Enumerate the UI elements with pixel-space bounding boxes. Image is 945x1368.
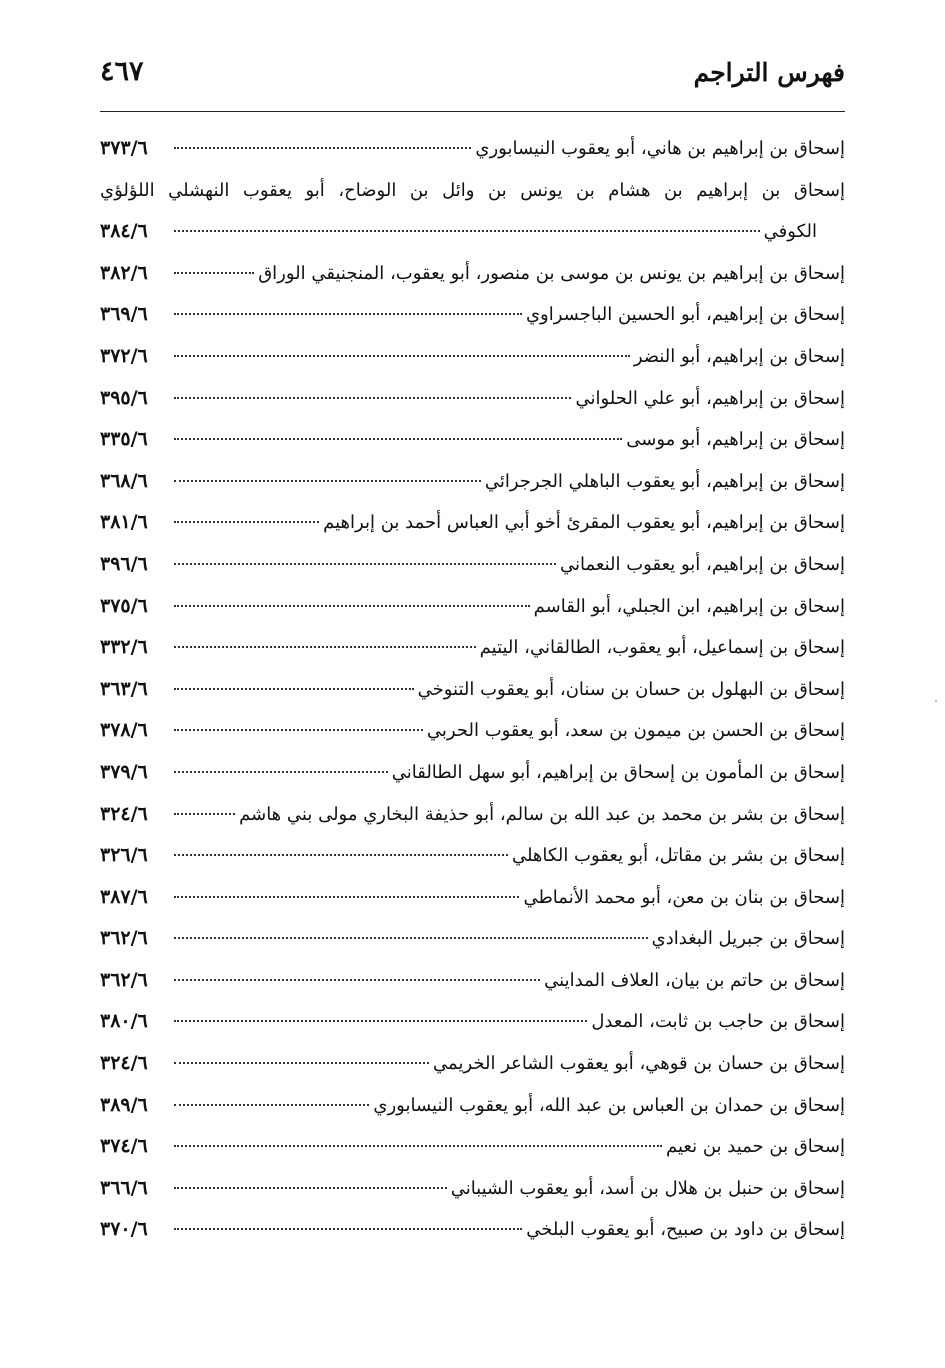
entry-reference: ٣٨١/٦ <box>100 511 148 534</box>
entry-reference: ٣٧٠/٦ <box>100 1218 148 1241</box>
entry-reference: ٣٨٤/٦ <box>100 220 148 243</box>
dot-leader <box>174 1020 587 1022</box>
dot-leader <box>174 521 319 523</box>
index-entry <box>100 794 845 836</box>
index-entry <box>100 170 845 212</box>
index-entry <box>100 461 845 503</box>
running-title: فهرس التراجم <box>693 58 845 87</box>
dot-leader <box>174 272 254 274</box>
entry-reference: ٣٦٢/٦ <box>100 968 148 991</box>
entry-name: إسحاق بن إبراهيم بن هشام بن يونس بن وائل بن الوضاح، أبو يعقوب النهشلي اللؤلؤي <box>100 179 845 201</box>
entry-name: إسحاق بن بشر بن محمد بن عبد الله بن سالم، أبو حذيفة البخاري مولى بني هاشم <box>239 803 845 825</box>
index-entry <box>100 1168 845 1210</box>
dot-leader <box>174 230 760 232</box>
index-entry <box>100 336 845 378</box>
dot-leader <box>174 605 530 607</box>
entry-reference: ٣٩٥/٦ <box>100 386 148 409</box>
index-entry <box>100 544 845 586</box>
entry-name: إسحاق بن الحسن بن ميمون بن سعد، أبو يعقوب الحربي <box>426 720 845 742</box>
entry-name: إسحاق بن جبريل البغدادي <box>651 928 845 950</box>
dot-leader <box>174 438 622 440</box>
dot-leader <box>174 1145 662 1147</box>
index-entry <box>100 669 845 711</box>
dot-leader <box>174 937 648 939</box>
entry-reference: ٣٨٩/٦ <box>100 1093 148 1116</box>
entry-reference: ٣٣٢/٦ <box>100 636 148 659</box>
dot-leader <box>174 355 630 357</box>
index-entry <box>100 1043 845 1085</box>
entry-name: إسحاق بن إسماعيل، أبو يعقوب، الطالقاني، اليتيم <box>479 637 845 659</box>
entry-name: إسحاق بن المأمون بن إسحاق بن إبراهيم، أبو سهل الطالقاني <box>391 761 845 783</box>
entry-name: إسحاق بن حسان بن قوهي، أبو يعقوب الشاعر الخريمي <box>433 1053 845 1075</box>
index-entry <box>100 1085 845 1127</box>
dot-leader <box>174 896 519 898</box>
entry-reference: ٣٧٤/٦ <box>100 1135 148 1158</box>
entry-name: إسحاق بن إبراهيم، أبو علي الحلواني <box>575 387 845 409</box>
biography-index-list <box>100 128 845 1251</box>
entry-name: إسحاق بن حاتم بن بيان، العلاف المدايني <box>544 969 845 991</box>
dot-leader <box>174 813 235 815</box>
entry-name: إسحاق بن إبراهيم، أبو النضر <box>633 345 845 367</box>
entry-reference: ٣٦٨/٦ <box>100 469 148 492</box>
index-entry <box>100 835 845 877</box>
index-entry <box>100 378 845 420</box>
dot-leader <box>174 771 388 773</box>
entry-reference: ٣٦٣/٦ <box>100 677 148 700</box>
entry-name: إسحاق بن إبراهيم، أبو موسى <box>626 429 845 451</box>
entry-reference: ٣٦٢/٦ <box>100 927 148 950</box>
dot-leader <box>174 1062 429 1064</box>
index-entry <box>100 253 845 295</box>
entry-name: إسحاق بن إبراهيم، أبو يعقوب الباهلي الجرجرائي <box>484 470 845 492</box>
entry-name: إسحاق بن إبراهيم بن هاني، أبو يعقوب النيسابوري <box>475 138 845 159</box>
entry-name: إسحاق بن حمدان بن العباس بن عبد الله، أبو يعقوب النيسابوري <box>373 1094 845 1116</box>
dot-leader <box>174 729 423 731</box>
entry-name: إسحاق بن إبراهيم، أبو يعقوب المقرئ أخو أبي العباس أحمد بن إبراهيم <box>323 512 845 534</box>
index-entry <box>100 502 845 544</box>
entry-reference: ٣٨٢/٦ <box>100 261 148 284</box>
entry-reference: ٣٨٧/٦ <box>100 885 148 908</box>
index-entry <box>100 752 845 794</box>
entry-reference: ٣٧٥/٦ <box>100 594 148 617</box>
index-entry <box>100 1209 845 1251</box>
scan-speck <box>935 700 937 702</box>
page-header <box>100 52 845 102</box>
dot-leader <box>174 397 571 399</box>
index-entry <box>100 128 845 170</box>
entry-reference: ٣٩٦/٦ <box>100 552 148 575</box>
page-number: ٤٦٧ <box>100 56 144 87</box>
index-entry-continuation <box>100 211 845 253</box>
entry-name: إسحاق بن داود بن صبيح، أبو يعقوب البلخي <box>526 1219 845 1241</box>
index-entry <box>100 710 845 752</box>
entry-name: إسحاق بن إبراهيم، ابن الجبلي، أبو القاسم <box>533 595 845 617</box>
dot-leader <box>174 646 476 648</box>
index-entry <box>100 1001 845 1043</box>
dot-leader <box>174 688 414 690</box>
entry-name: إسحاق بن بنان بن معن، أبو محمد الأنماطي <box>523 886 845 908</box>
header-rule <box>100 111 845 112</box>
entry-name: إسحاق بن بشر بن مقاتل، أبو يعقوب الكاهلي <box>511 845 845 867</box>
dot-leader <box>174 1228 522 1230</box>
dot-leader <box>174 854 508 856</box>
entry-reference: ٣٨٠/٦ <box>100 1010 148 1033</box>
index-entry <box>100 1126 845 1168</box>
entry-reference: ٣٧٨/٦ <box>100 719 148 742</box>
entry-name: إسحاق بن حميد بن نعيم <box>666 1136 845 1158</box>
index-entry <box>100 877 845 919</box>
entry-reference: ٣٧٣/٦ <box>100 137 148 159</box>
entry-name: إسحاق بن إبراهيم بن يونس بن موسى بن منصور، أبو يعقوب، المنجنيقي الوراق <box>258 262 845 284</box>
entry-reference: ٣٢٤/٦ <box>100 1052 148 1075</box>
entry-reference: ٣٧٩/٦ <box>100 760 148 783</box>
index-entry <box>100 419 845 461</box>
entry-name: الكوفي <box>763 221 817 243</box>
entry-name: إسحاق بن إبراهيم، أبو يعقوب النعماني <box>560 553 845 575</box>
dot-leader <box>174 1187 447 1189</box>
entry-name: إسحاق بن إبراهيم، أبو الحسين الباجسراوي <box>525 304 845 326</box>
entry-reference: ٣٦٩/٦ <box>100 303 148 326</box>
index-entry <box>100 294 845 336</box>
entry-name: إسحاق بن حنبل بن هلال بن أسد، أبو يعقوب الشيباني <box>450 1177 845 1199</box>
dot-leader <box>174 147 471 149</box>
entry-reference: ٣٦٦/٦ <box>100 1176 148 1199</box>
dot-leader <box>174 979 540 981</box>
index-entry <box>100 960 845 1002</box>
dot-leader <box>174 313 522 315</box>
entry-reference: ٣٣٥/٦ <box>100 428 148 451</box>
index-entry <box>100 627 845 669</box>
dot-leader <box>174 1104 369 1106</box>
entry-reference: ٣٧٢/٦ <box>100 344 148 367</box>
dot-leader <box>174 480 481 482</box>
dot-leader <box>174 563 556 565</box>
index-entry <box>100 918 845 960</box>
entry-reference: ٣٢٤/٦ <box>100 802 148 825</box>
index-entry <box>100 586 845 628</box>
entry-name: إسحاق بن حاجب بن ثابت، المعدل <box>591 1011 845 1033</box>
entry-reference: ٣٢٦/٦ <box>100 844 148 867</box>
entry-name: إسحاق بن البهلول بن حسان بن سنان، أبو يعقوب التنوخي <box>417 678 845 700</box>
